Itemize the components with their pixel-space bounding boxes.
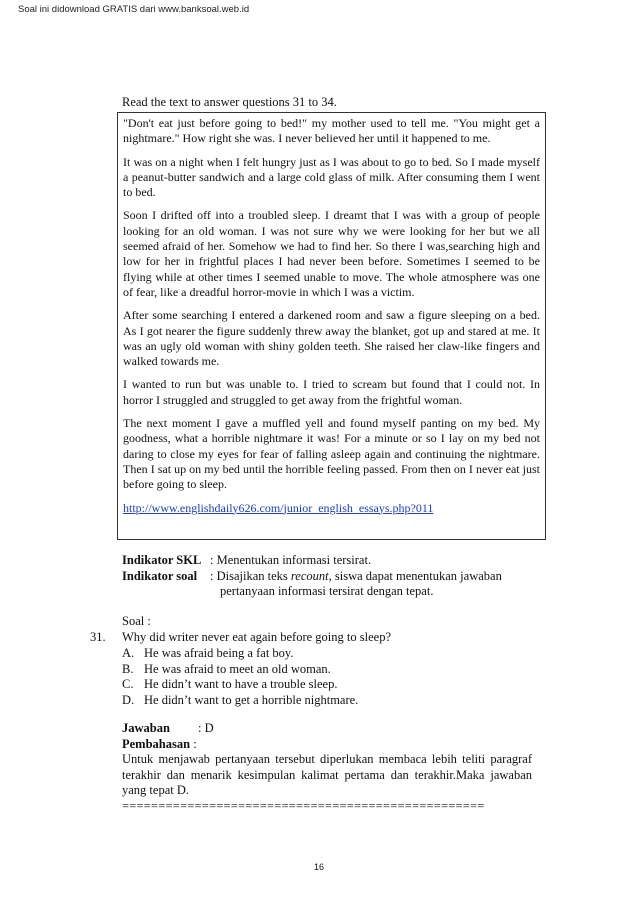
- option-text: He didn’t want to have a trouble sleep.: [144, 677, 338, 691]
- answer-section: [122, 721, 532, 814]
- passage-paragraph: After some searching I entered a darkened room and saw a figure sleeping on a bed. As I got nearer the figure suddenly threw away the blanket, got up and stared at me. It was an ugly old woman with shiny golden teeth. She raised her claw-like fingers and walked towards me.: [123, 308, 540, 369]
- header-note: Soal ini didownload GRATIS dari www.banksoal.web.id: [18, 4, 250, 15]
- option-letter: B.: [122, 661, 134, 676]
- option-a[interactable]: [122, 646, 358, 662]
- indicator-skl-value: : Menentukan informasi tersirat.: [210, 553, 372, 567]
- option-text: He didn’t want to get a horrible nightmare.: [144, 692, 359, 707]
- pembahasan-label: Pembahasan: [122, 736, 191, 751]
- passage-paragraph: It was on a night when I felt hungry just as I was about to go to bed. So I made myself a peanut-butter sandwich and a large cold glass of milk. After consuming them I went to bed.: [123, 154, 540, 200]
- reading-instruction: Read the text to answer questions 31 to 34.: [122, 95, 337, 109]
- passage-paragraph: The next moment I gave a muffled yell and found myself panting on my bed. My goodness, what a horrible nightmare it was! For a minute or so I lay on my bed not daring to close my eyes for fear of falling asleep again and continuing the nightmare. Then I sat up on my bed until the horrible feeling passed. From then on I never eat just before going to sleep.: [123, 416, 540, 492]
- indicator-skl-row: [122, 553, 532, 569]
- option-c[interactable]: [122, 677, 358, 693]
- option-b[interactable]: [122, 662, 358, 678]
- indicator-soal-value: [210, 569, 532, 585]
- indicator-soal-continuation: pertanyaan informasi tersirat dengan tepat.: [220, 584, 434, 598]
- indicator-soal-emphasis: recount,: [290, 568, 332, 583]
- option-letter: A.: [122, 646, 135, 660]
- separator-line: ==================================================: [122, 798, 485, 813]
- indicator-soal-label: Indikator soal: [122, 568, 198, 583]
- indicator-soal-text-end: siswa dapat menentukan jawaban: [331, 568, 502, 583]
- jawaban-label: Jawaban: [122, 721, 170, 735]
- passage-paragraph: I wanted to run but was unable to. I tried to scream but found that I could not. In horror I struggled and struggled to get away from the frightful woman.: [123, 377, 540, 407]
- jawaban-value: : D: [198, 721, 214, 735]
- question-number: 31.: [90, 630, 106, 644]
- passage-paragraph: "Don't eat just before going to bed!" my mother used to tell me. "You might get a nightmare." How right she was. I never believed her until it happened to me.: [123, 116, 540, 146]
- source-link[interactable]: http://www.englishdaily626.com/junior_english_essays.php?011: [123, 500, 434, 515]
- page-number: 16: [313, 862, 324, 872]
- option-letter: C.: [122, 677, 134, 691]
- indicators-section: [122, 553, 532, 600]
- soal-label: Soal :: [122, 614, 151, 628]
- reading-passage-box: [117, 112, 546, 540]
- indicator-skl-label: Indikator SKL: [122, 553, 202, 567]
- answer-options: [122, 646, 358, 708]
- indicator-soal-row: [122, 569, 532, 585]
- option-text: He was afraid being a fat boy.: [144, 646, 294, 660]
- option-text: He was afraid to meet an old woman.: [144, 661, 331, 676]
- option-d[interactable]: [122, 693, 358, 709]
- pembahasan-row: [122, 737, 532, 753]
- pembahasan-text: Untuk menjawab pertanyaan tersebut diperlukan membaca lebih teliti paragraf terakhir dan menarik kesimpulan kalimat pertama dan terakhir.Maka jawaban yang tepat D.: [122, 752, 532, 797]
- jawaban-row: [122, 721, 532, 737]
- question-text: Why did writer never eat again before going to sleep?: [122, 630, 391, 644]
- passage-paragraph: Soon I drifted off into a troubled sleep. I dreamt that I was with a group of people looking for an old woman. I was not sure why we were looking for her but we all seemed afraid of her. Somehow we had to find her. So there I was,searching high and low for her in frightful places I had never been before. Sometimes I seemed to be flying while at other times I seemed unable to move. The whole atmosphere was one of fear, like a dreadful horror-movie in which I was a victim.: [123, 208, 540, 299]
- pembahasan-separator: :: [190, 736, 197, 751]
- option-letter: D.: [122, 692, 135, 707]
- indicator-soal-text: : Disajikan teks: [210, 568, 291, 583]
